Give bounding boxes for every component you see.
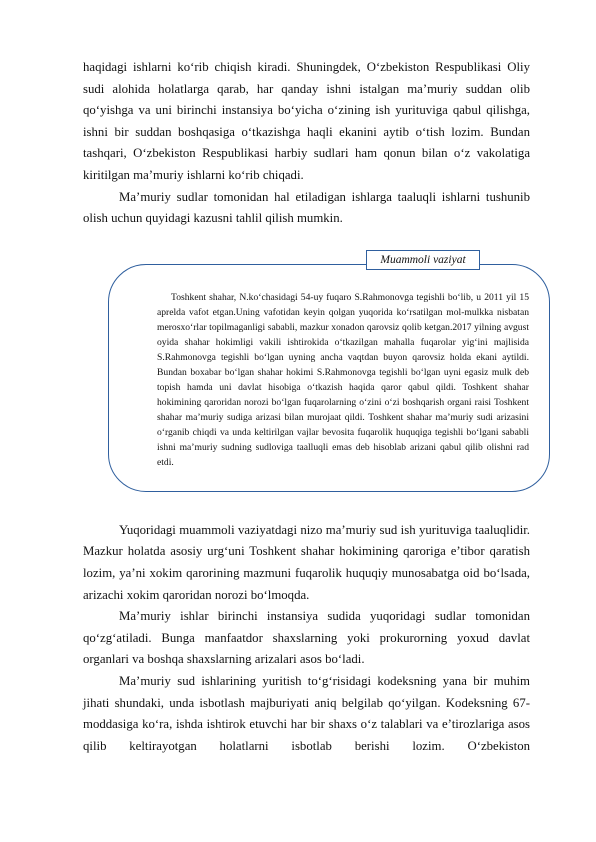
paragraph-burden-of-proof: Ma’muriy sud ishlarining yuritish to‘g‘risidagi kodeksning yana bir muhim jihati shundaki, unda isbotlash majburiyati aniq belgilab qo‘yilgan. Kodeksning 67-moddasiga ko‘ra, ishda ishtirok etuvchi har bir shaxs o‘z talablari va e’tirozlariga asos qilib keltirayotgan holatlarni isbotlab berishi lozim. O‘zbekiston [83,673,530,753]
problem-case-text: Toshkent shahar, N.ko‘chasidagi 54-uy fuqaro S.Rahmonovga tegishli bo‘lib, u 2011 yil 15 aprelda vafot etgan.Uning vafotidan keyin qolgan yuqorida ko‘rsatilgan mol-mulkka nisbatan merosxo‘rlar topilmaganligi sababli, mazkur xonadon qarovsiz qolib ketgan.2017 yilning avgust oyida shahar hokimligi vakili ishtirokida o‘tkazilgan mahalla fuqarolar yig‘ini majlisida S.Rahmonovga tegishli bo‘lgan uyning ancha vaqtdan buyon qarovsiz holda ekani aytildi. Bundan boxabar bo‘lgan shahar hokimi S.Rahmonovga tegishli bo‘lgan uyni egasiz mulk deb topish hamda uni davlat hisobiga o‘tkazish haqida qaror qabul qildi. Toshkent shahar hokimining qaroridan norozi bo‘lgan fuqarolarning o‘zini o‘zi boshqarish organi raisi Toshkent shahar ma’muriy sudiga arizasi bilan murojaat qildi. Toshkent shahar ma’muriy sudi arizasini o‘rganib chiqdi va unda keltirilgan vajlar bevosita fuqarolik huquqiga tegishli bo‘lgani sababli ishni ma’muriy sudning sudloviga taalluqli emas deb hisoblab arizani qabul qilib olishni rad etdi. [157,291,529,468]
paragraph-first-instance: Ma’muriy ishlar birinchi instansiya sudida yuqoridagi sudlar tomonidan qo‘zg‘atiladi. Bunga manfaatdor shaxslarning yoki prokurorning yoxud davlat organlari va boshqa shaxslarning arizalari asos bo‘ladi. [83,609,530,667]
paragraph-case-analysis: Yuqoridagi muammoli vaziyatdagi nizo ma’muriy sud ish yurituviga taaluqlidir. Mazkur holatda asosiy urg‘uni Toshkent shahar hokimining qaroriga e’tibor qaratish lozim, ya’ni xokim qarorining mazmuni fuqarolik huquqiy munosabatga oid bo‘lsada, arizachi xokim qaroridan norozi bo‘lmoqda. [83,522,530,602]
problem-case-section [83,250,530,504]
problem-case-box [108,264,550,492]
document-page [83,57,530,757]
paragraph-courts-jurisdiction: haqidagi ishlarni ko‘rib chiqish kiradi. Shuningdek, O‘zbekiston Respublikasi Oliy sudi alohida holatlarga qarab, har qanday ishni istalgan ma’muriy suddan olib qo‘yishga va uni birinchi instansiya bo‘yicha o‘zining ish yurituviga qabul qilishga, ishni bir suddan boshqasiga o‘tkazishga haqli ekanini aytib o‘tish lozim. Bundan tashqari, O‘zbekiston Respublikasi harbiy sudlari ham qonun bilan o‘z vakolatiga kiritilgan ma’muriy ishlarni ko‘rib chiqadi. [83,60,530,182]
paragraph-case-intro: Ma’muriy sudlar tomonidan hal etiladigan ishlarga taaluqli ishlarni tushunib olish uchun quyidagi kazusni tahlil qilish mumkin. [83,189,530,226]
problem-case-label: Muammoli vaziyat [366,250,480,270]
